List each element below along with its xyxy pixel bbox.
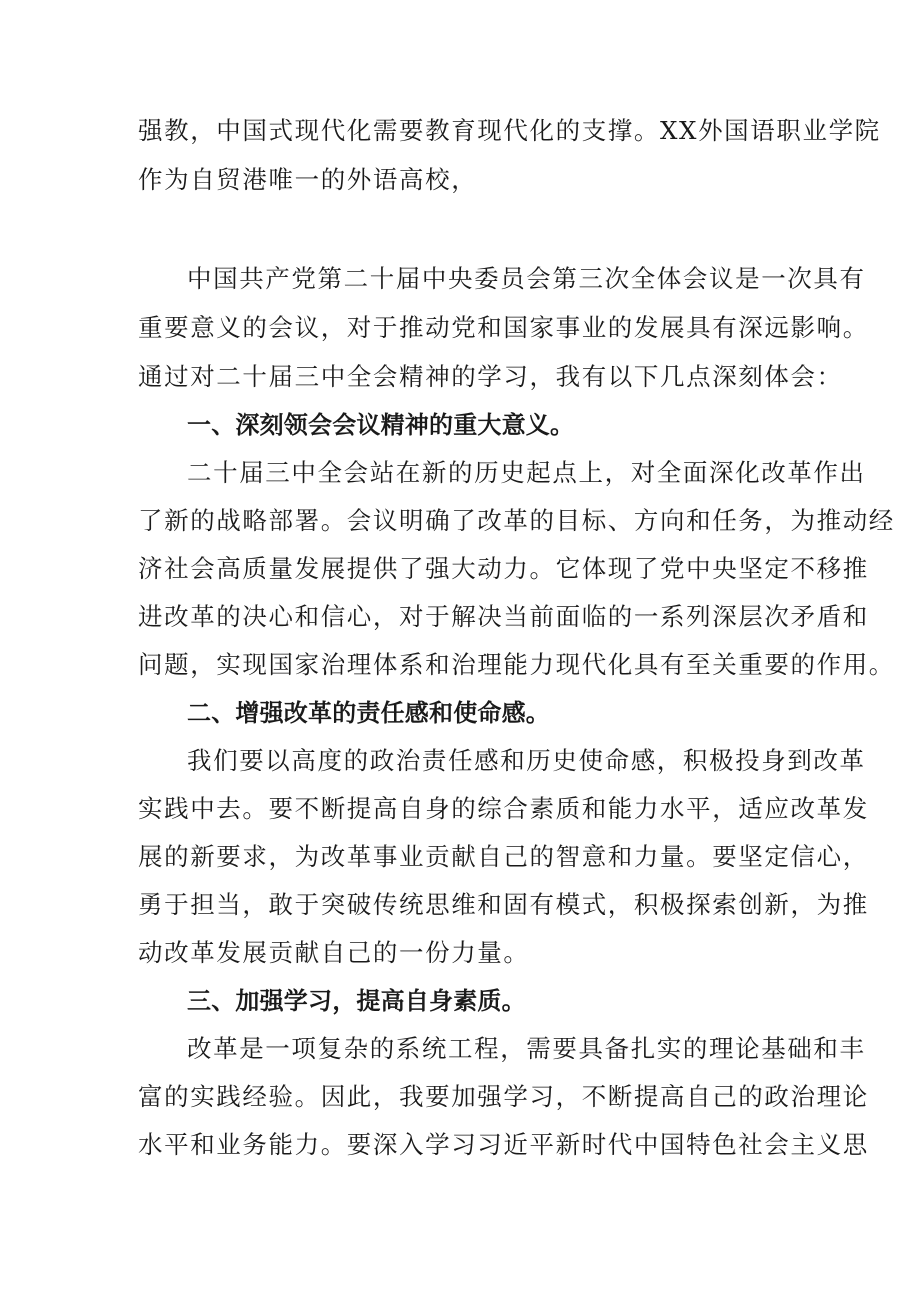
opening-line-1: 中国共产党第二十届中央委员会第三次全体会议是一次具有 [187, 264, 866, 293]
section-2-line-2: 实践中去。要不断提高自身的综合素质和能力水平，适应改革发 [138, 794, 869, 823]
section-2-line-5: 动改革发展贡献自己的一份力量。 [138, 938, 530, 967]
section-3-line-3: 水平和业务能力。要深入学习习近平新时代中国特色社会主义思 [138, 1130, 869, 1159]
section-2-line-4: 勇于担当，敢于突破传统思维和固有模式，积极探索创新，为推 [138, 890, 869, 919]
section-2-line-3: 展的新要求，为改革事业贡献自己的智意和力量。要坚定信心， [138, 842, 869, 871]
section-3-heading: 三、加强学习，提高自身素质。 [187, 987, 526, 1015]
section-1-line-1: 二十届三中全会站在新的历史起点上，对全面深化改革作出 [187, 458, 866, 487]
section-1-line-2: 了新的战略部署。会议明确了改革的目标、方向和任务，为推动经 [138, 506, 895, 535]
section-1-line-4: 进改革的决心和信心，对于解决当前面临的一系列深层次矛盾和 [138, 602, 869, 631]
section-1-line-3: 济社会高质量发展提供了强大动力。它体现了党中央坚定不移推 [138, 554, 869, 583]
opening-line-2: 重要意义的会议，对于推动党和国家事业的发展具有深远影响。 [138, 313, 869, 342]
intro-line-2: 作为自贸港唯一的外语高校， [138, 165, 478, 194]
section-3-line-1: 改革是一项复杂的系统工程，需要具备扎实的理论基础和丰 [187, 1034, 866, 1063]
section-2-line-1: 我们要以高度的政治责任感和历史使命感，积极投身到改革 [187, 746, 866, 775]
section-2-heading: 二、增强改革的责任感和使命感。 [187, 699, 550, 727]
intro-line-1: 强教，中国式现代化需要教育现代化的支撑。XX外国语职业学院 [138, 116, 881, 145]
section-1-heading: 一、深刻领会会议精神的重大意义。 [187, 411, 575, 439]
section-1-line-5: 问题，实现国家治理体系和治理能力现代化具有至关重要的作用。 [138, 650, 895, 679]
section-3-line-2: 富的实践经验。因此，我要加强学习，不断提高自己的政治理论 [138, 1082, 869, 1111]
opening-line-3: 通过对二十届三中全会精神的学习，我有以下几点深刻体会： [138, 362, 843, 391]
